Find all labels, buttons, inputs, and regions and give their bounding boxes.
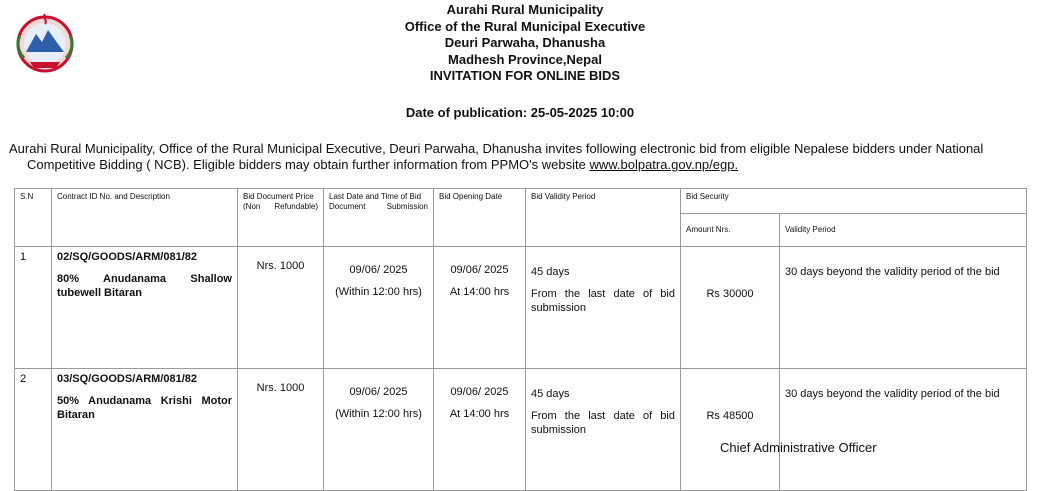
header-contract: Contract ID No. and Description bbox=[52, 189, 238, 247]
validity-note: From the last date of bid submission bbox=[531, 410, 675, 436]
intro-line-2-text: Competitive Bidding ( NCB). Eligible bidders may obtain further information from PPMO's website bbox=[27, 157, 590, 172]
row-price: Nrs. 1000 bbox=[238, 247, 324, 369]
org-name: Aurahi Rural Municipality bbox=[446, 2, 604, 17]
table-row bbox=[15, 247, 1027, 369]
row-sn: 2 bbox=[15, 369, 52, 491]
row-sec-validity: 30 days beyond the validity period of the bid bbox=[780, 369, 1027, 491]
last-time: (Within 12:00 hrs) bbox=[335, 408, 422, 420]
row-amount: Rs 30000 bbox=[681, 247, 780, 369]
table-header-row bbox=[15, 189, 1027, 214]
header-opening: Bid Opening Date bbox=[434, 189, 526, 247]
header-price: Bid Document Price (Non Refundable) bbox=[238, 189, 324, 247]
table-row bbox=[15, 369, 1027, 491]
letterhead bbox=[0, 2, 1050, 85]
intro-paragraph bbox=[9, 141, 1045, 173]
last-date: 09/06/ 2025 bbox=[349, 264, 408, 276]
office-name: Office of the Rural Municipal Executive bbox=[404, 18, 646, 34]
contract-desc: 50% Anudanama Krishi Motor Bitaran bbox=[57, 395, 232, 421]
row-amount: Rs 48500 bbox=[681, 369, 780, 491]
row-validity bbox=[526, 369, 681, 491]
notice-title: INVITATION FOR ONLINE BIDS bbox=[429, 68, 621, 83]
header-amount: Amount Nrs. bbox=[681, 214, 780, 247]
open-time: At 14:00 hrs bbox=[449, 286, 510, 298]
row-contract bbox=[52, 369, 238, 491]
intro-line-1: Aurahi Rural Municipality, Office of the Rural Municipal Executive, Deuri Parwaha, Dhanusha invites following electronic bid from eligible Nepalese bidders under National bbox=[9, 141, 984, 156]
open-date: 09/06/ 2025 bbox=[450, 264, 509, 276]
header-last-date: Last Date and Time of Bid Document Submission bbox=[324, 189, 434, 247]
validity-note: From the last date of bid submission bbox=[531, 288, 675, 314]
contract-id: 03/SQ/GOODS/ARM/081/82 bbox=[57, 373, 197, 385]
validity-days: 45 days bbox=[531, 388, 570, 400]
header-validity: Bid Validity Period bbox=[526, 189, 681, 247]
row-validity bbox=[526, 247, 681, 369]
intro-line-2 bbox=[9, 157, 1045, 173]
header-sec-validity: Validity Period bbox=[780, 214, 1027, 247]
last-date: 09/06/ 2025 bbox=[349, 386, 408, 398]
row-contract bbox=[52, 247, 238, 369]
row-opening bbox=[434, 369, 526, 491]
publication-date: Date of publication: 25-05-2025 10:00 bbox=[405, 105, 635, 120]
row-last-date bbox=[324, 369, 434, 491]
signature-title: Chief Administrative Officer bbox=[720, 440, 877, 455]
row-last-date bbox=[324, 247, 434, 369]
open-date: 09/06/ 2025 bbox=[450, 386, 509, 398]
province-name: Madhesh Province,Nepal bbox=[448, 51, 602, 67]
header-security: Bid Security bbox=[681, 189, 1027, 214]
row-sec-validity: 30 days beyond the validity period of the bid bbox=[780, 247, 1027, 369]
office-location: Deuri Parwaha, Dhanusha bbox=[444, 35, 606, 50]
contract-desc: 80% Anudanama Shallow tubewell Bitaran bbox=[57, 273, 232, 299]
ppmo-link[interactable]: www.bolpatra.gov.np/egp. bbox=[589, 157, 739, 172]
row-sn: 1 bbox=[15, 247, 52, 369]
contract-id: 02/SQ/GOODS/ARM/081/82 bbox=[57, 251, 197, 263]
row-price: Nrs. 1000 bbox=[238, 369, 324, 491]
open-time: At 14:00 hrs bbox=[449, 408, 510, 420]
last-time: (Within 12:00 hrs) bbox=[335, 286, 422, 298]
validity-days: 45 days bbox=[531, 266, 570, 278]
row-opening bbox=[434, 247, 526, 369]
header-sn: S.N bbox=[15, 189, 52, 247]
